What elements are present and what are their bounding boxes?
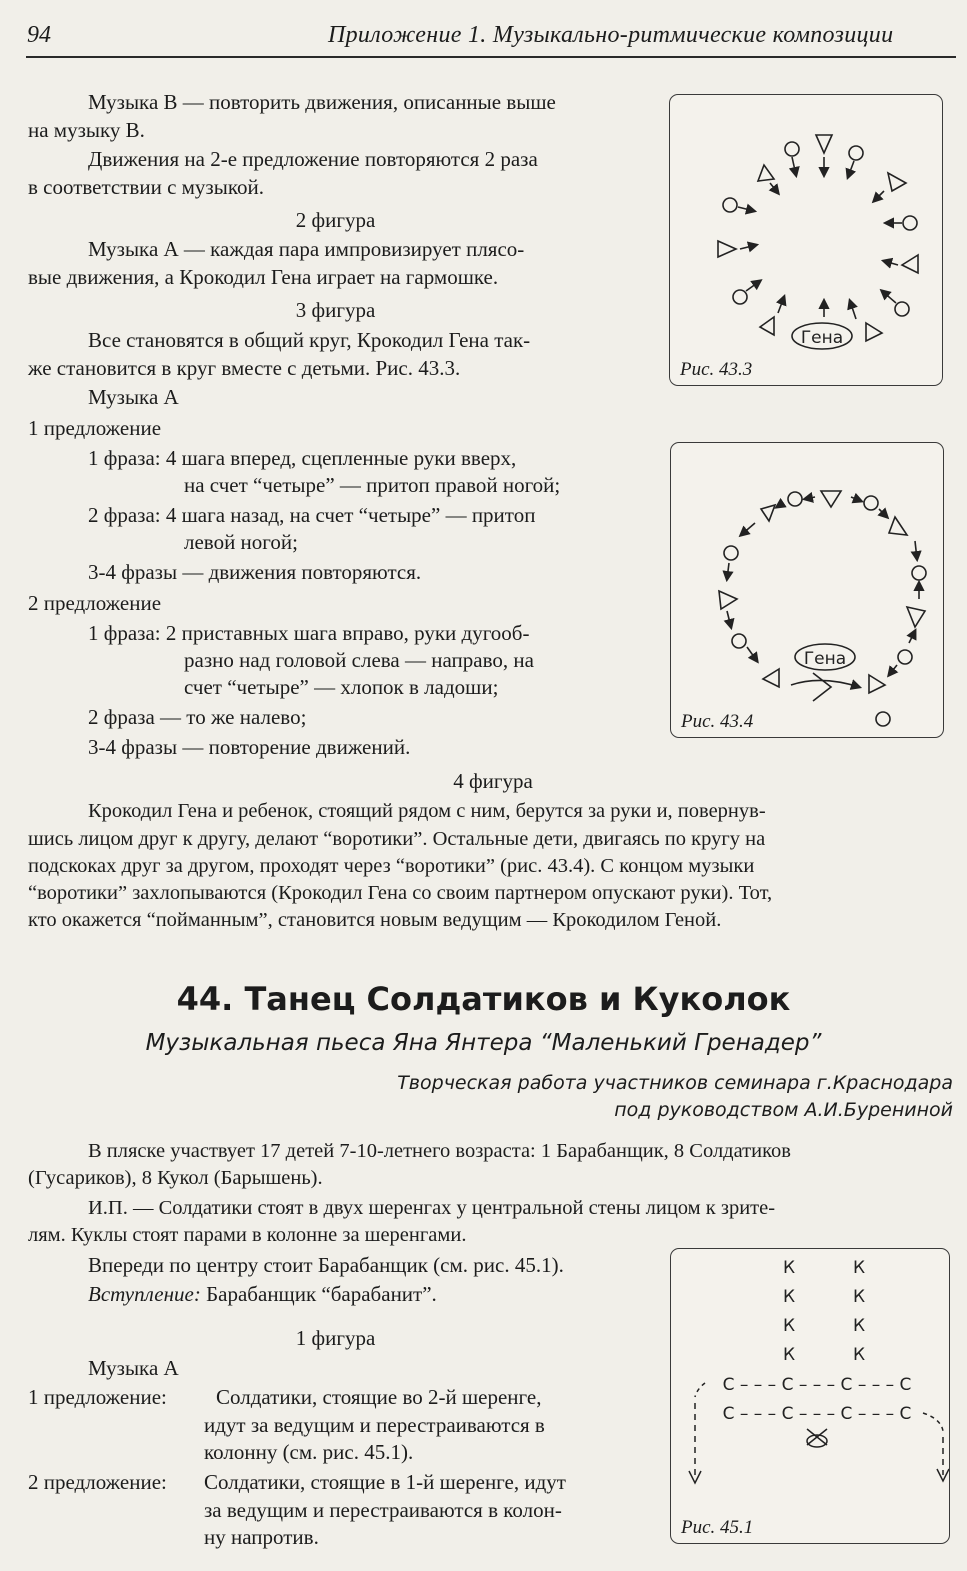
text-line: в соответствии с музыкой. [28,175,264,199]
circle-formation-diagram [670,95,942,385]
text-line: 2 фраза — то же налево; [88,705,307,729]
text-line: 1 предложение: [28,1385,167,1409]
text-line: на счет “четыре” — притоп правой ногой; [184,473,561,497]
text-line: Солдатики, стоящие в 1-й шеренге, идут [204,1470,566,1494]
figure-heading: 4 фигура [453,769,533,793]
running-head: Приложение 1. Музыкально-ритмические композиции [328,22,894,48]
figure-43-3 [669,94,943,386]
figure-45-1 [670,1248,950,1544]
soldier-row-back: C – – – C – – – C – – – C [722,1375,912,1395]
page-number: 94 [27,22,51,48]
figure-caption: Рис. 43.4 [681,711,754,732]
text-line: 3-4 фразы — движения повторяются. [88,560,422,584]
text-line: шись лицом друг к другу, делают “воротики”. Остальные дети, двигаясь по кругу на [28,828,766,850]
text-line: кто окажется “пойманным”, становится новым ведущим — Крокодилом Геной. [28,909,722,931]
text-line: 1 предложение [28,416,162,440]
intro-label: Вступление: [88,1282,201,1306]
doll-letter: К [782,1258,796,1278]
figure-heading: 1 фигура [295,1326,376,1350]
text-line: Музыка А — каждая пара импровизирует плясо- [88,237,525,261]
figure-caption: Рис. 45.1 [681,1517,754,1538]
text-line: Впереди по центру стоит Барабанщик (см. рис. 45.1). [88,1253,564,1277]
doll-letter: К [852,1258,866,1278]
text-line: левой ногой; [184,530,298,554]
text-line [88,1281,437,1309]
text-line: 2 фраза: 4 шага назад, на счет “четыре” — притоп [88,503,536,527]
gate-formation-diagram [671,443,943,737]
text-line: разно над головой слева — направо, на [184,648,534,672]
text-line: Музыка В — повторить движения, описанные выше [88,90,556,114]
gena-label: Гена [800,328,844,348]
doll-letter: К [852,1316,866,1336]
text-line: за ведущим и перестраиваются в колон- [204,1498,562,1522]
text-line: Все становятся в общий круг, Крокодил Гена так- [88,328,531,352]
credit-line: под руководством А.И.Бурениной [614,1099,953,1121]
doll-letter: К [852,1287,866,1307]
text-line: 2 предложение: [28,1470,167,1494]
text-line: “воротики” захлопываются (Крокодил Гена со своим партнером опускают руки). Тот, [28,882,773,904]
text-line: 2 предложение [28,591,162,615]
gena-label: Гена [803,649,847,669]
text-line: В пляске участвует 17 детей 7-10-летнего возраста: 1 Барабанщик, 8 Солдатиков [88,1140,791,1162]
figure-heading: 2 фигура [295,208,376,232]
figure-heading: 3 фигура [295,298,376,322]
text-line: ну напротив. [204,1525,319,1549]
text-line: Движения на 2-е предложение повторяются 2 раза [88,147,538,171]
text-line: идут за ведущим и перестраиваются в [204,1413,545,1437]
text-line: вые движения, а Крокодил Гена играет на гармошке. [28,265,499,289]
text-line: лям. Куклы стоят парами в колонне за шеренгами. [28,1224,467,1246]
text-line: 1 фраза: 2 приставных шага вправо, руки дугооб- [88,621,530,645]
text-line: Солдатики, стоящие во 2-й шеренге, [216,1385,542,1409]
text-line: счет “четыре” — хлопок в ладоши; [184,675,499,699]
doll-letter: К [852,1345,866,1365]
figure-caption: Рис. 43.3 [680,359,753,380]
text-line: (Гусариков), 8 Кукол (Барышень). [28,1167,323,1189]
section-title: 44. Танец Солдатиков и Куколок [176,980,791,1018]
text-line: Музыка А [88,385,179,409]
doll-letter: К [782,1345,796,1365]
intro-text: Барабанщик “барабанит”. [200,1282,437,1306]
text-line: 1 фраза: 4 шага вперед, сцепленные руки вверх, [88,446,517,470]
header-rule [26,56,956,58]
text-line: 3-4 фразы — повторение движений. [88,735,411,759]
text-line: на музыку В. [28,118,145,142]
soldier-row-front: C – – – C – – – C – – – C [722,1404,912,1424]
text-line: же становится в круг вместе с детьми. Рис. 43.3. [28,356,461,380]
text-line: Музыка А [88,1356,179,1380]
doll-letter: К [782,1287,796,1307]
credit-line: Творческая работа участников семинара г.Краснодара [397,1072,953,1094]
figure-43-4 [670,442,944,738]
doll-letter: К [782,1316,796,1336]
text-line: подскоках друг за другом, проходят через “воротики” (рис. 43.4). С концом музыки [28,855,755,877]
text-line: колонну (см. рис. 45.1). [204,1440,414,1464]
column-formation-diagram [671,1249,949,1543]
text-line: Крокодил Гена и ребенок, стоящий рядом с ним, берутся за руки и, повернув- [88,800,766,822]
text-line: И.П. — Солдатики стоят в двух шеренгах у центральной стены лицом к зрите- [88,1197,776,1219]
section-subtitle: Музыкальная пьеса Яна Янтера “Маленький Гренадер” [145,1030,822,1056]
